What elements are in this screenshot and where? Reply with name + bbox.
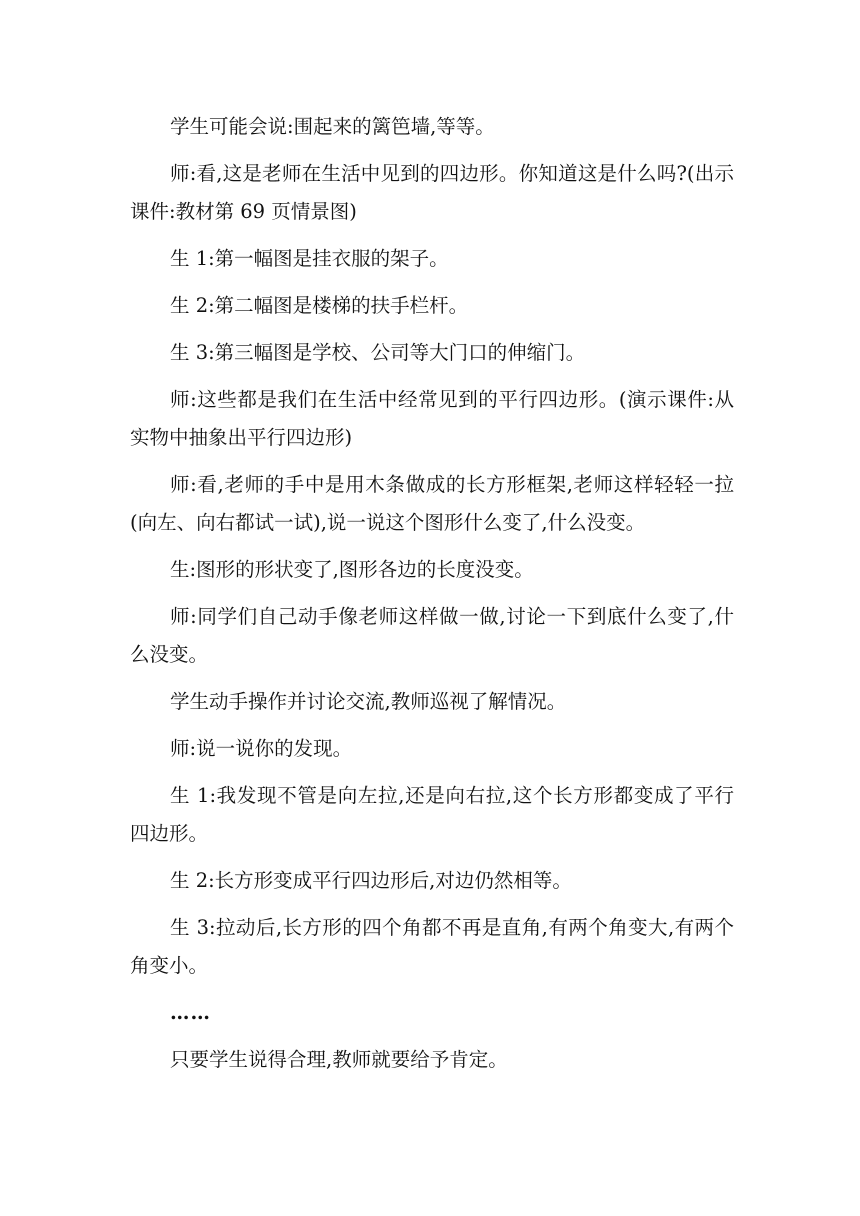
paragraph: 学生动手操作并讨论交流,教师巡视了解情况。 <box>170 690 567 713</box>
paragraph: 师:说一说你的发现。 <box>170 737 353 760</box>
ellipsis-paragraph: …… <box>170 1001 211 1024</box>
paragraph: 师:看,这是老师在生活中见到的四边形。你知道这是什么吗?(出示课件:教材第 69 页情景图) <box>130 162 734 223</box>
paragraph: 生 3:拉动后,长方形的四个角都不再是直角,有两个角变大,有两个角变小。 <box>130 916 734 977</box>
paragraph: 师:这些都是我们在生活中经常见到的平行四边形。(演示课件:从实物中抽象出平行四边形) <box>130 388 734 449</box>
paragraph: 师:同学们自己动手像老师这样做一做,讨论一下到底什么变了,什么没变。 <box>130 605 734 666</box>
document-body <box>130 108 734 1088</box>
paragraph: 生 1:第一幅图是挂衣服的架子。 <box>170 247 449 270</box>
paragraph: 只要学生说得合理,教师就要给予肯定。 <box>170 1048 508 1071</box>
paragraph: 学生可能会说:围起来的篱笆墙,等等。 <box>170 115 495 138</box>
paragraph: 生 2:第二幅图是楼梯的扶手栏杆。 <box>170 294 469 317</box>
paragraph: 生:图形的形状变了,图形各边的长度没变。 <box>170 558 534 581</box>
paragraph: 生 1:我发现不管是向左拉,还是向右拉,这个长方形都变成了平行四边形。 <box>130 784 734 845</box>
paragraph: 生 2:长方形变成平行四边形后,对边仍然相等。 <box>170 869 572 892</box>
paragraph: 生 3:第三幅图是学校、公司等大门口的伸缩门。 <box>170 341 586 364</box>
paragraph: 师:看,老师的手中是用木条做成的长方形框架,老师这样轻轻一拉(向左、向右都试一试),说一说这个图形什么变了,什么没变。 <box>130 473 734 534</box>
